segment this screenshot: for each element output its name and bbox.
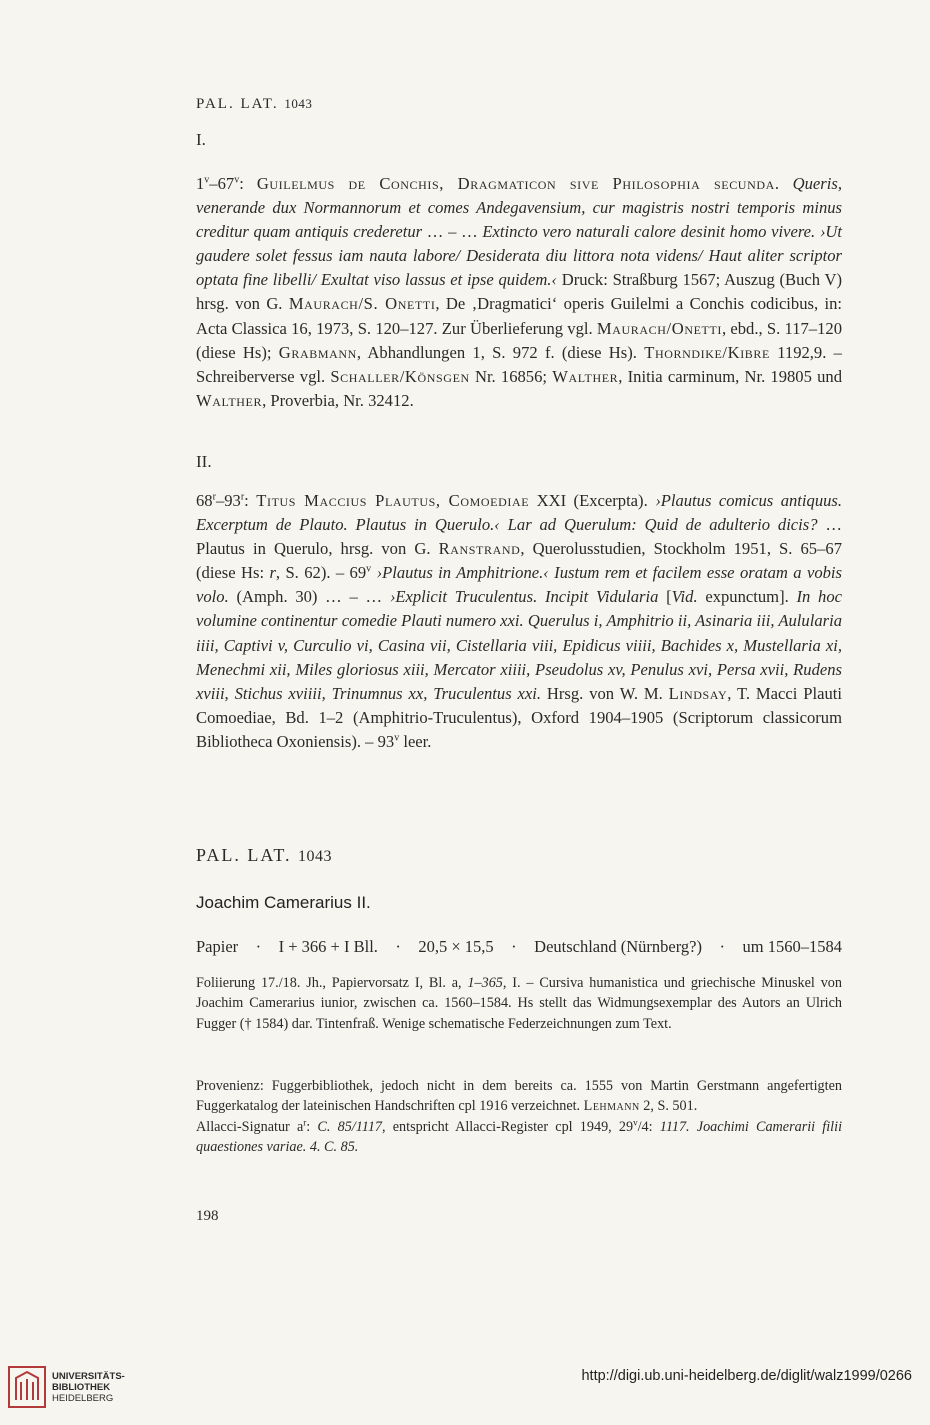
section-i-text: 1$^v$–67$^v$: Guilelmus de Conchis, Dragmaticon sive Philosophia secunda. Queris, venerande dux Normannorum et comes Andegavensium, cur magistris nostri temporis minus creditur quam antiquis crederetur … – … Extincto vero naturali calore desinit homo vivere. ›Ut gaudere solet fessus iam nauta labore/ Desiderata diu littora nota videns/ Haut aliter scriptor optata fine libelli/ Exultat viso lassus et ipse quidem.‹ Druck: Straßburg 1567; Auszug (Buch V) hrsg. von G. Maurach/S. Onetti, De ‚Dragmatici‘ operis Guilelmi a Conchis codicibus, in: Acta Classica 16, 1973, S. 120–127. Zur Überlieferung vgl. Maurach/Onetti, ebd., S. 117–120 (diese Hs); Grabmann, Abhandlungen 1, S. 972 f. (diese Hs). Thorndike/Kibre 1192,9. – Schreiberverse vgl. Schaller/Könsgen Nr. 16856; Walther, Initia carminum, Nr. 19805 und Walther, Proverbia, Nr. 32412. [196,174,843,410]
section-label-ii: II. [196,452,212,471]
running-head [196,96,312,113]
section-label-i: I. [196,130,206,149]
page-number: 198 [196,1208,219,1224]
entry-author: Joachim Camerarius II. [196,893,371,912]
running-head-label: PAL. LAT. [196,96,279,112]
library-logo[interactable] [8,1360,128,1414]
provenance: Provenienz: Fuggerbibliothek, jedoch nicht in dem bereits ca. 1555 von Martin Gerstmann angefertigten Fuggerkatalog der lateinischen Handschriften cpl 1916 verzeichnet. Lehmann 2, S. 501. Allacci-Signatur $a^r$: C. 85/1117, entspricht Allacci-Register cpl 1949, 29$^v$/4: 1117. Joachimi Camerarii filii quaestiones variae. 4. C. 85. [196,1078,843,1156]
running-head-number: 1043 [284,96,313,111]
library-seal-icon [8,1366,46,1408]
codicological-specs: Papier · I + 366 + I Bll. · 20,5 × 15,5 · Deutschland (Nürnberg?) · um 1560–1584 [196,937,842,956]
entry-heading: PAL. LAT. 1043 [196,845,333,865]
source-url-link[interactable]: http://digi.ub.uni-heidelberg.de/diglit/walz1999/0266 [581,1368,912,1384]
library-name: UNIVERSITÄTS- BIBLIOTHEK HEIDELBERG [52,1370,125,1404]
physical-description: Foliierung 17./18. Jh., Papiervorsatz I, Bl. a, 1–365, I. – Cursiva humanistica und griechische Minuskel von Joachim Camerarius iunior, zwischen ca. 1560–1584. Hs stellt das Widmungsexemplar des Autors an Ulrich Fugger († 1584) dar. Tintenfraß. Wenige schematische Federzeichnungen zum Text. [196,975,842,1032]
section-ii-text: 68$^r$–93$^r$: Titus Maccius Plautus, Comoediae XXI (Excerpta). ›Plautus comicus antiquus. Excerptum de Plauto. Plautus in Querulo.‹ Lar ad Querulum: Quid de adulterio dicis? … Plautus in Querulo, hrsg. von G. Ranstrand, Querolusstudien, Stockholm 1951, S. 65–67 (diese Hs: r, S. 62). – 69$^v$ ›Plautus in Amphitrione.‹ Iustum rem et facilem esse oratam a vobis volo. (Amph. 30) … – … ›Explicit Truculentus. Incipit Vidularia [Vid. expunctum]. In hoc volumine continentur comedie Plauti numero xxi. Querulus i, Amphitrio ii, Asinaria iii, Aulularia iiii, Captivi v, Curculio vi, Casina vii, Cistellaria viii, Epidicus viiii, Bachides x, Mustellaria xi, Menechmi xii, Miles gloriosus xiii, Mercator xiiii, Pseudolus xv, Penulus xvi, Persa xvii, Rudens xviii, Stichus xviiii, Trinumnus xx, Truculentus xxi. Hrsg. von W. M. Lindsay, T. Macci Plauti Comoediae, Bd. 1–2 (Amphitrio-Truculentus), Oxford 1904–1905 (Scriptorum classicorum Bibliotheca Oxoniensis). – 93$^v$ leer. [196,491,843,751]
work-title: Guilelmus de Conchis, Dragmaticon sive Philosophia secunda. [256,174,780,193]
